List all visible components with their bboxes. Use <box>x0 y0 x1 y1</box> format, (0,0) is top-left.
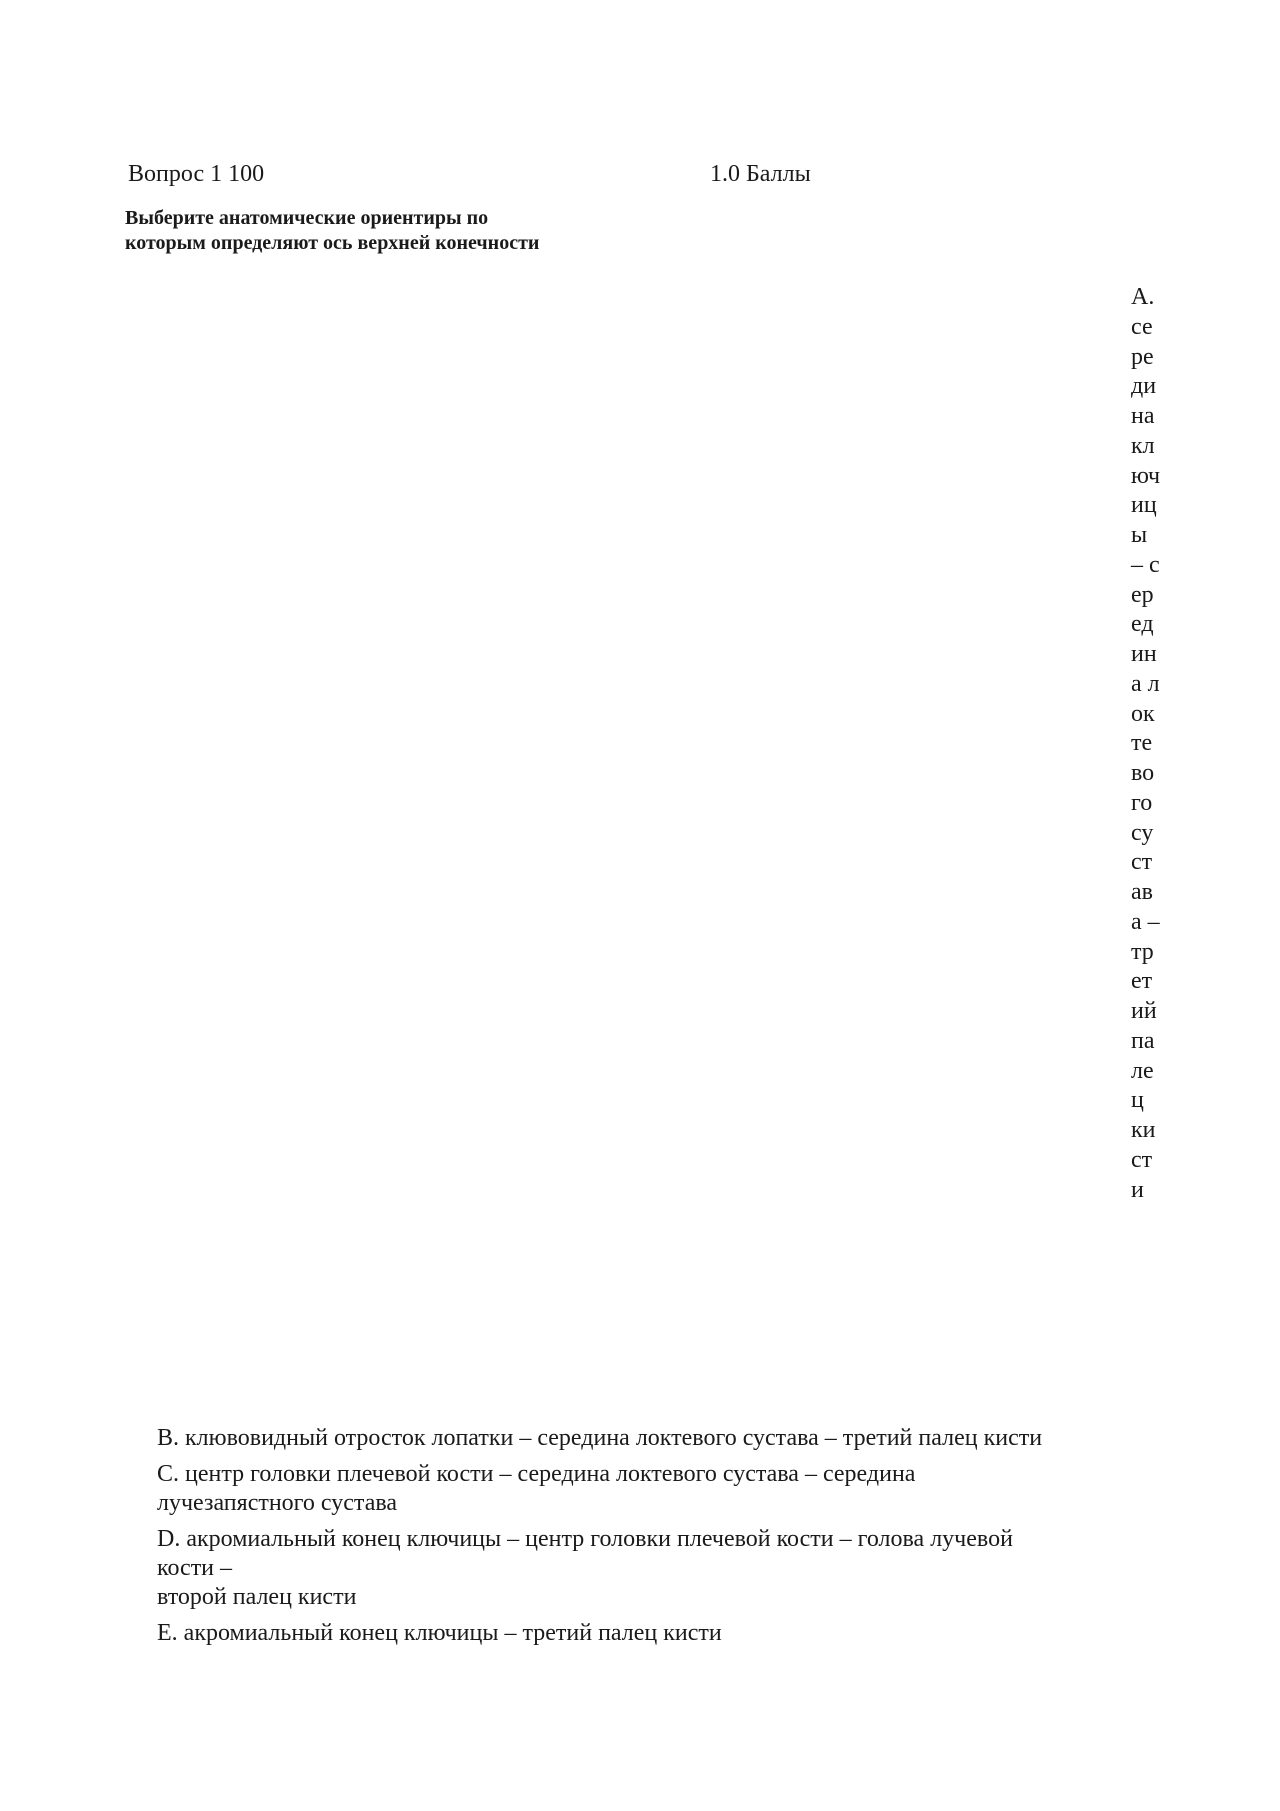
answer-option-b[interactable]: B. клювовидный отросток лопатки – середина локтевого сустава – третий палец кисти <box>157 1425 1043 1451</box>
answer-option-d-line-2: кости – <box>157 1555 233 1581</box>
answer-option-a[interactable]: А. середина ключицы – середина локтевого сустава – третий палец кисти <box>1131 284 1161 1203</box>
answer-options-list <box>157 1424 1117 1655</box>
answer-option-c[interactable] <box>157 1460 1117 1518</box>
answer-option-d-line-3: второй палец кисти <box>157 1584 357 1610</box>
answer-option-d[interactable] <box>157 1525 1117 1612</box>
question-text: Выберите анатомические ориентиры по которым определяют ось верхней конечности <box>125 207 540 254</box>
question-number: Вопрос 1 100 <box>128 161 265 187</box>
answer-option-c-line-1: C. центр головки плечевой кости – середина локтевого сустава – середина <box>157 1461 916 1487</box>
question-points: 1.0 Баллы <box>710 161 811 187</box>
answer-option-d-line-1: D. акромиальный конец ключицы – центр головки плечевой кости – голова лучевой <box>157 1526 1013 1552</box>
answer-option-e[interactable]: E. акромиальный конец ключицы – третий палец кисти <box>157 1620 722 1646</box>
answer-option-c-line-2: лучезапястного сустава <box>157 1490 398 1516</box>
